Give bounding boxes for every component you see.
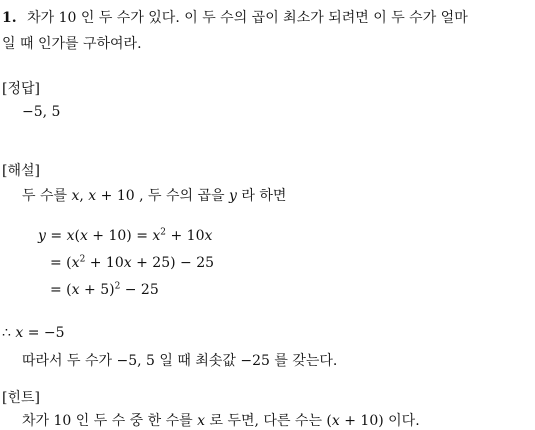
- intro-text: 두 수를: [22, 188, 72, 204]
- math-var: x: [71, 188, 80, 204]
- answer-heading: [정답]: [2, 81, 40, 97]
- equation-line-1: [38, 228, 212, 244]
- hint-heading: [힌트]: [2, 390, 40, 406]
- hint-text-part: 로 두면, 다른 수는 (: [205, 413, 332, 429]
- math-var: x: [197, 413, 206, 429]
- math-text: (: [74, 228, 80, 244]
- therefore-symbol: ∴: [2, 325, 16, 341]
- math-var: x: [71, 255, 80, 271]
- intro-text: + 10 , 두 수의 곱을: [96, 188, 229, 204]
- problem-line-1: [2, 7, 468, 27]
- math-var: y: [38, 228, 46, 244]
- math-var: x: [331, 413, 340, 429]
- math-text: = (: [50, 282, 72, 298]
- math-text: + 10: [166, 228, 205, 244]
- solution-intro: [22, 185, 286, 205]
- problem-text-line-1: 차가 10 인 두 수가 있다. 이 두 수의 곱이 최소가 되려면 이 두 수가 얼마: [27, 10, 468, 26]
- equation-line-2: [50, 255, 214, 271]
- math-text: = (: [50, 255, 72, 271]
- answer-value: −5, 5: [22, 104, 61, 120]
- solution-conclusion: 따라서 두 수가 −5, 5 일 때 최솟값 −25 를 갖는다.: [22, 353, 338, 369]
- math-var: x: [15, 325, 24, 341]
- therefore-line: [2, 325, 65, 341]
- equation-line-3: [50, 282, 159, 298]
- math-text: + 10: [85, 255, 124, 271]
- math-var: x: [71, 282, 80, 298]
- hint-text-part: + 10) 이다.: [339, 413, 420, 429]
- math-text: =: [45, 228, 67, 244]
- solution-heading: [해설]: [2, 163, 40, 179]
- math-var: x: [79, 228, 88, 244]
- intro-text: ,: [79, 188, 89, 204]
- math-var: x: [152, 228, 161, 244]
- math-text: + 5): [79, 282, 115, 298]
- math-var: y: [228, 188, 237, 204]
- math-var: x: [123, 255, 132, 271]
- hint-text: [22, 410, 420, 430]
- problem-text-line-2: 일 때 인가를 구하여라.: [2, 36, 142, 52]
- math-text: + 10) =: [87, 228, 153, 244]
- exponent: 2: [79, 254, 86, 265]
- math-text: − 25: [120, 282, 159, 298]
- math-text: + 25) − 25: [131, 255, 215, 271]
- math-text: = −5: [23, 325, 65, 341]
- math-var: x: [66, 228, 75, 244]
- math-var: x: [88, 188, 97, 204]
- exponent: 2: [160, 227, 167, 238]
- math-var: x: [204, 228, 213, 244]
- hint-text-part: 차가 10 인 두 수 중 한 수를: [22, 413, 198, 429]
- problem-number: 1.: [2, 10, 17, 26]
- intro-text: 라 하면: [236, 188, 287, 204]
- exponent: 2: [114, 281, 121, 292]
